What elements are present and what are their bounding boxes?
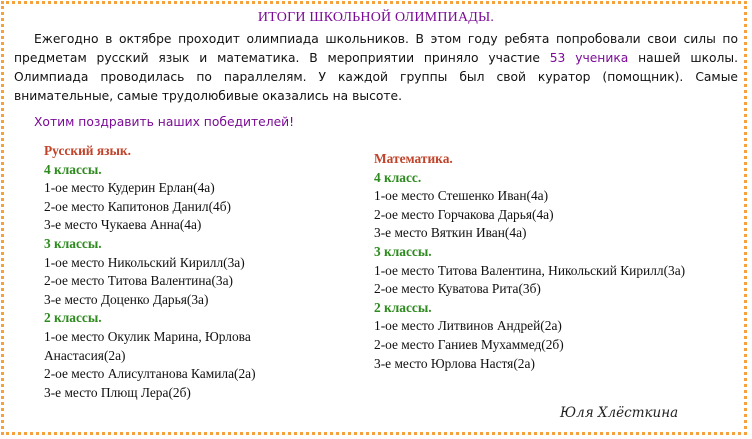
grade-heading: 2 классы. [374,299,432,315]
subject-heading-russian: Русский язык. [44,143,131,158]
grade-heading: 4 класс. [374,169,422,185]
place-entry: 3-е место Доценко Дарья(3а) [44,291,209,307]
place-entry: 1-ое место Окулик Марина, Юрлова Анастасия(2а) [44,328,251,363]
congratulations-line: Хотим поздравить наших победителей! [34,115,295,129]
page-title: ИТОГИ ШКОЛЬНОЙ ОЛИМПИАДЫ. [257,10,495,25]
place-entry: 1-ое место Литвинов Андрей(2а) [374,318,562,334]
participant-count: 53 ученика [549,51,629,65]
place-entry: 1-ое место Никольский Кирилл(3а) [44,254,245,270]
intro-text-start: Ежегодно в октябре проходит олимпиада школьников. В этом году ребята попробовали свои силы по предметам русский язык и математика. В мероприятии приняло участие [14,32,738,65]
place-entry: 3-е место Плющ Лера(2б) [44,384,191,400]
place-entry: 1-ое место Титова Валентина, Никольский Кирилл(3а) [374,262,686,278]
place-entry: 1-ое место Кудерин Ерлан(4а) [44,180,215,196]
place-entry: 2-ое место Капитонов Данил(4б) [44,198,231,214]
place-entry: 2-ое место Алисултанова Камила(2а) [44,366,256,382]
grade-heading: 3 классы. [374,243,432,259]
grade-heading: 2 классы. [44,310,102,326]
intro-paragraph [14,30,738,106]
place-entry: 3-е место Чукаева Анна(4а) [44,217,202,233]
subject-heading-math: Математика. [374,151,453,166]
russian-results-column [44,142,334,402]
place-entry: 3-е место Вяткин Иван(4а) [374,225,527,241]
place-entry: 1-ое место Стешенко Иван(4а) [374,188,549,204]
author-signature: Юля Хлёсткина [560,405,679,421]
place-entry: 2-ое место Титова Валентина(3а) [44,273,234,289]
place-entry: 2-ое место Горчакова Дарья(4а) [374,206,554,222]
place-entry: 2-ое место Ганиев Мухаммед(2б) [374,336,564,352]
grade-heading: 4 классы. [44,161,102,177]
grade-heading: 3 классы. [44,235,102,251]
place-entry: 2-ое место Куватова Рита(3б) [374,281,541,297]
math-results-column [374,150,704,373]
place-entry: 3-е место Юрлова Настя(2а) [374,355,535,371]
intro-text-end: нашей школы. Олимпиада проводилась по параллелям. У каждой группы был свой куратор (помощник). Самые внимательные, самые трудолюбивые оказались на высоте. [14,51,739,103]
